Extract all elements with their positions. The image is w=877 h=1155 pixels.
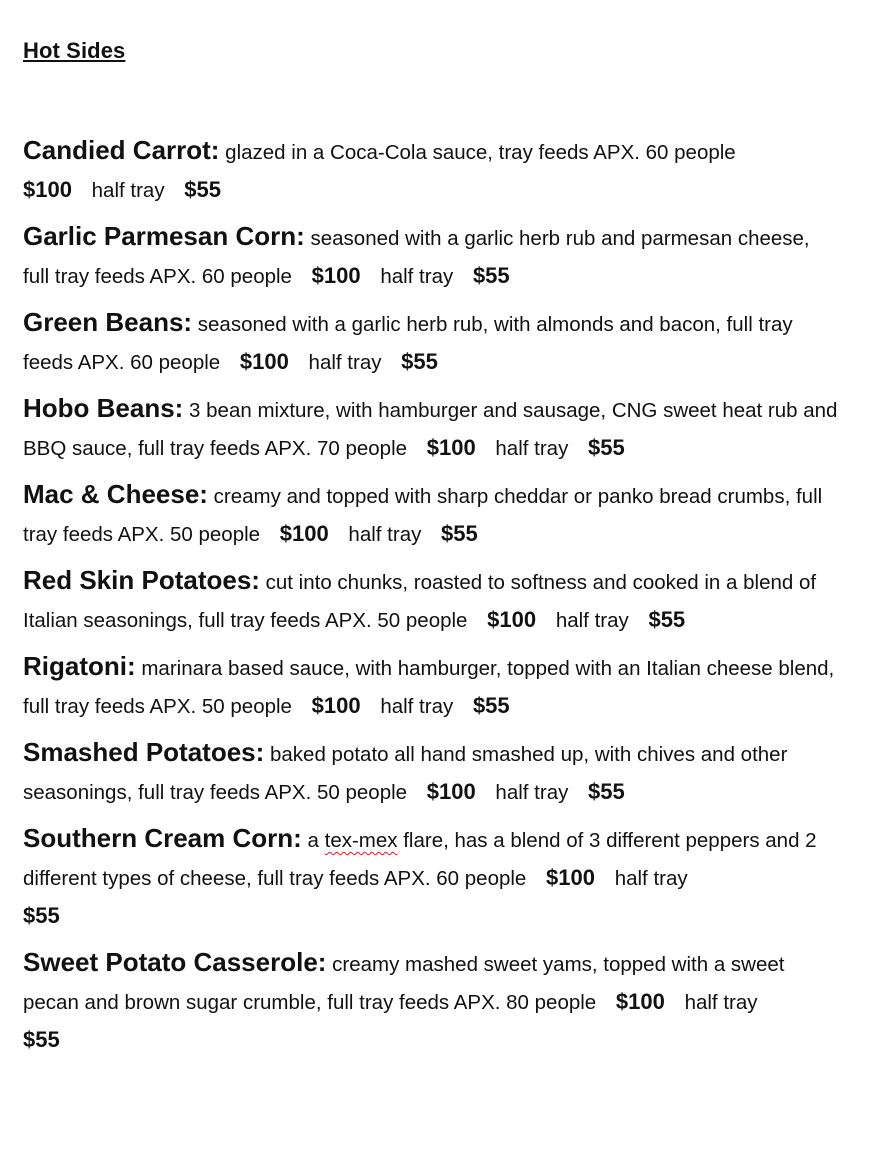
half-tray-price: $55 xyxy=(401,349,438,374)
full-tray-price: $100 xyxy=(426,435,476,460)
item-name: Southern Cream Corn: xyxy=(23,823,302,853)
menu-item-rigatoni xyxy=(23,648,841,725)
menu-item-mac-and-cheese xyxy=(23,476,841,553)
item-description: baked potato all hand smashed up, with chives and other seasonings, full tray feeds APX. 50 people xyxy=(23,743,788,804)
item-name: Red Skin Potatoes: xyxy=(23,565,260,595)
half-tray-label: half tray xyxy=(495,437,569,460)
full-tray-price: $100 xyxy=(23,177,72,202)
half-tray-label: half tray xyxy=(495,781,569,804)
half-tray-price: $55 xyxy=(472,263,510,288)
menu-item-sweet-potato-casserole xyxy=(23,944,841,1059)
menu-item-candied-carrot xyxy=(23,132,841,209)
half-tray-price: $55 xyxy=(441,521,478,546)
item-description: creamy mashed sweet yams, topped with a sweet pecan and brown sugar crumble, full tray feeds APX. 80 people xyxy=(23,953,785,1014)
item-description: seasoned with a garlic herb rub and parmesan cheese, full tray feeds APX. 60 people xyxy=(23,227,810,288)
full-tray-price: $100 xyxy=(487,607,537,632)
half-tray-price: $55 xyxy=(184,177,221,202)
half-tray-label: half tray xyxy=(348,523,422,546)
item-name: Sweet Potato Casserole: xyxy=(23,947,327,977)
item-name: Mac & Cheese: xyxy=(23,479,208,509)
full-tray-price: $100 xyxy=(239,349,289,374)
menu-item-hobo-beans xyxy=(23,390,841,467)
half-tray-label: half tray xyxy=(380,695,454,718)
half-tray-price: $55 xyxy=(23,903,60,928)
item-description: glazed in a Coca-Cola sauce, tray feeds APX. 60 people xyxy=(225,141,736,164)
item-description-prefix: a xyxy=(307,829,319,852)
item-name: Green Beans: xyxy=(23,307,193,337)
menu-item-red-skin-potatoes xyxy=(23,562,841,639)
full-tray-price: $100 xyxy=(615,989,665,1014)
half-tray-label: half tray xyxy=(380,265,454,288)
full-tray-price: $100 xyxy=(426,779,476,804)
menu-page xyxy=(23,38,841,1068)
item-description: marinara based sauce, with hamburger, topped with an Italian cheese blend, full tray feeds APX. 50 people xyxy=(23,657,835,718)
half-tray-price: $55 xyxy=(648,607,686,632)
half-tray-price: $55 xyxy=(588,435,625,460)
full-tray-price: $100 xyxy=(279,521,329,546)
menu-item-southern-cream-corn xyxy=(23,820,841,935)
item-description: creamy and topped with sharp cheddar or panko bread crumbs, full tray feeds APX. 50 people xyxy=(23,485,823,546)
half-tray-label: half tray xyxy=(555,609,629,632)
item-description: 3 bean mixture, with hamburger and sausage, CNG sweet heat rub and BBQ sauce, full tray feeds APX. 70 people xyxy=(23,399,838,460)
item-name: Hobo Beans: xyxy=(23,393,184,423)
item-description: cut into chunks, roasted to softness and cooked in a blend of Italian seasonings, full tray feeds APX. 50 people xyxy=(23,571,817,632)
item-name: Candied Carrot: xyxy=(23,135,220,165)
menu-item-green-beans xyxy=(23,304,841,381)
item-name: Rigatoni: xyxy=(23,651,136,681)
half-tray-label: half tray xyxy=(614,867,688,890)
item-name: Smashed Potatoes: xyxy=(23,737,265,767)
half-tray-label: half tray xyxy=(308,351,382,374)
full-tray-price: $100 xyxy=(311,693,361,718)
item-description: seasoned with a garlic herb rub, with almonds and bacon, full tray feeds APX. 60 people xyxy=(23,313,793,374)
section-heading: Hot Sides xyxy=(23,38,126,63)
item-description: flare, has a blend of 3 different peppers and 2 different types of cheese, full tray feeds APX. 60 people xyxy=(23,829,817,890)
full-tray-price: $100 xyxy=(546,865,595,890)
half-tray-price: $55 xyxy=(23,1027,60,1052)
menu-item-garlic-parmesan-corn xyxy=(23,218,841,295)
spellcheck-flagged-word: tex-mex xyxy=(324,829,398,852)
half-tray-label: half tray xyxy=(91,179,165,202)
half-tray-price: $55 xyxy=(472,693,510,718)
menu-item-smashed-potatoes xyxy=(23,734,841,811)
item-name: Garlic Parmesan Corn: xyxy=(23,221,305,251)
half-tray-label: half tray xyxy=(684,991,758,1014)
half-tray-price: $55 xyxy=(588,779,625,804)
full-tray-price: $100 xyxy=(311,263,361,288)
